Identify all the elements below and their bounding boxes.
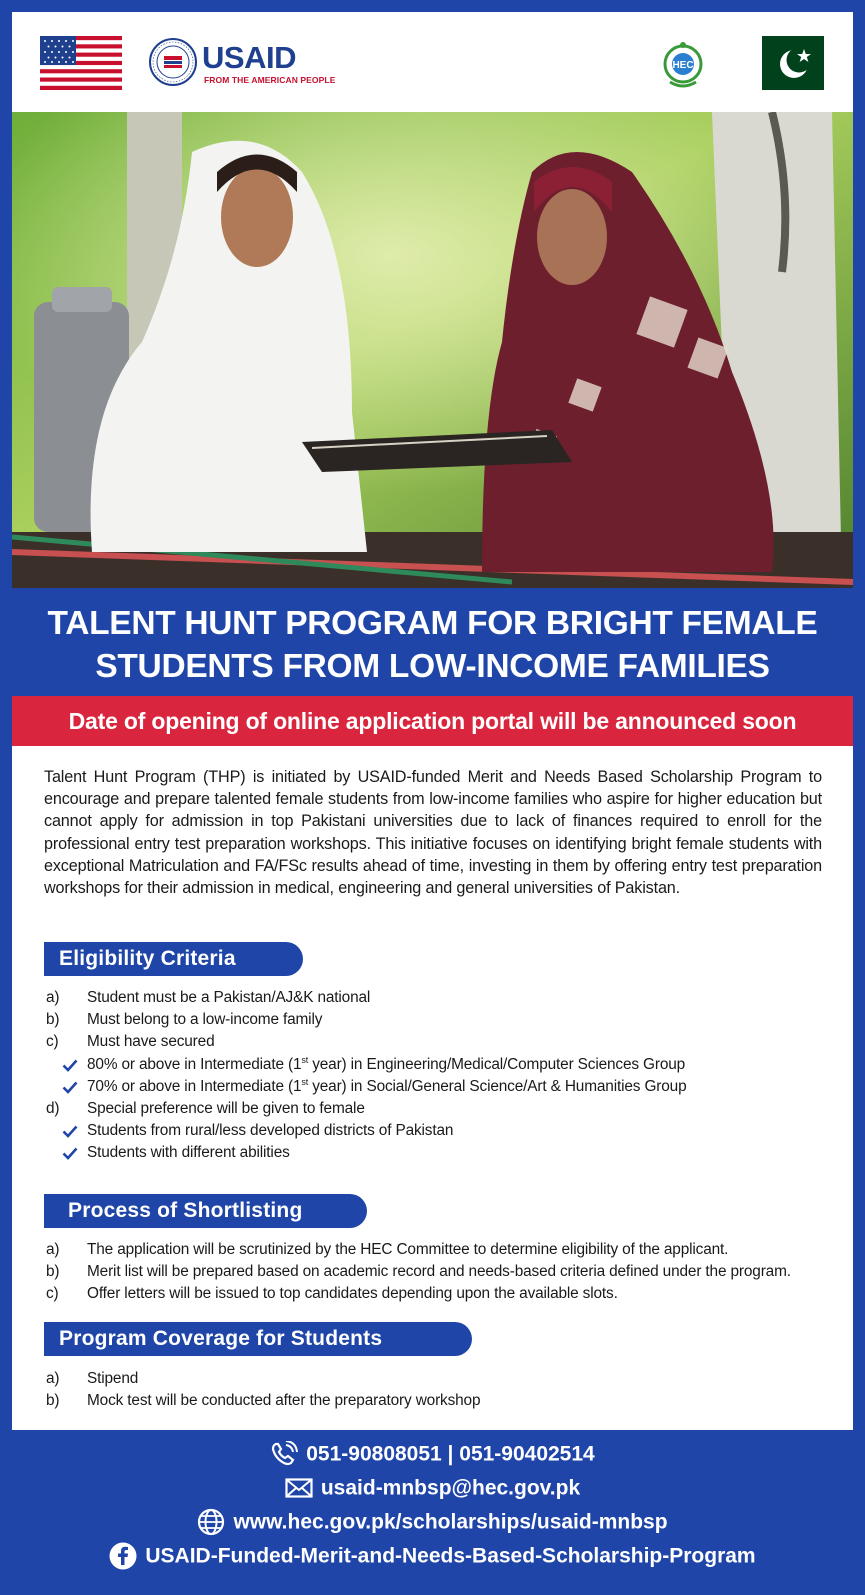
us-flag-logo <box>40 36 122 90</box>
usaid-tagline: FROM THE AMERICAN PEOPLE <box>204 75 336 85</box>
list-text: Stipend <box>87 1370 139 1387</box>
facebook-page: USAID-Funded-Merit-and-Needs-Based-Scholarship-Program <box>145 1544 756 1568</box>
list-text: Students from rural/less developed districts of Pakistan <box>87 1122 454 1140</box>
sub-list-item <box>46 1142 836 1164</box>
contact-footer <box>0 1430 865 1595</box>
list-text: Must belong to a low-income family <box>87 1011 323 1029</box>
eligibility-list <box>46 987 836 1165</box>
page-title <box>12 602 853 688</box>
list-marker: b) <box>46 1263 60 1281</box>
shortlisting-heading: Process of Shortlisting <box>44 1194 367 1228</box>
list-item <box>46 1098 836 1120</box>
sub-list-item <box>46 1054 836 1076</box>
list-marker: a) <box>46 1241 60 1258</box>
intro-paragraph: Talent Hunt Program (THP) is initiated by USAID-funded Merit and Needs Based Scholarship Program to encourage and prepare talented female students from low-income families who aspire for higher education but cannot apply for admission in top Pakistani universities due to lack of finances required to enroll for the professional entry test preparation workshops. This initiative focuses on identifying bright female students with exceptional Matriculation and FA/FSc results ahead of time, investing in them by offering entry test preparation workshops for their admission in medical, engineering and general universities of Pakistan. <box>44 768 822 898</box>
poster-frame <box>12 12 853 1430</box>
hero-photo <box>12 112 853 588</box>
checkmark-icon <box>62 1125 78 1138</box>
announcement-banner: Date of opening of online application portal will be announced soon <box>12 696 853 746</box>
checkmark-icon <box>62 1059 78 1072</box>
checkmark-icon <box>62 1147 78 1160</box>
svg-text:HEC: HEC <box>672 60 694 71</box>
checkmark-icon <box>62 1081 78 1094</box>
list-text: Merit list will be prepared based on academic record and needs-based criteria defined under the program. <box>87 1263 791 1281</box>
list-marker: d) <box>46 1099 60 1117</box>
list-text: Students with different abilities <box>87 1144 290 1162</box>
list-marker: c) <box>46 1033 59 1051</box>
list-item <box>46 1283 836 1305</box>
facebook-line[interactable] <box>0 1542 865 1570</box>
usaid-seal-logo <box>149 38 197 86</box>
title-line-2: STUDENTS FROM LOW-INCOME FAMILIES <box>95 648 770 685</box>
list-text: The application will be scrutinized by the HEC Committee to determine eligibility of the applicant. <box>87 1241 729 1258</box>
coverage-list <box>46 1368 836 1412</box>
list-text: Mock test will be conducted after the preparatory workshop <box>87 1392 481 1410</box>
phone-icon <box>270 1441 298 1467</box>
list-marker: c) <box>46 1285 59 1303</box>
list-item <box>46 1009 836 1031</box>
shortlisting-list <box>46 1239 836 1306</box>
list-item <box>46 1390 836 1412</box>
phone-line[interactable] <box>0 1440 865 1468</box>
list-marker: a) <box>46 989 60 1006</box>
list-item <box>46 987 836 1009</box>
globe-icon <box>197 1508 225 1536</box>
list-text: 80% or above in Intermediate (1st year) in Engineering/Medical/Computer Sciences Group <box>87 1054 686 1073</box>
list-text: Offer letters will be issued to top candidates depending upon the available slots. <box>87 1285 618 1303</box>
list-text: Student must be a Pakistan/AJ&K national <box>87 989 371 1006</box>
website-line[interactable] <box>0 1508 865 1536</box>
list-item <box>46 1239 836 1261</box>
list-item <box>46 1368 836 1390</box>
list-item <box>46 1261 836 1283</box>
hec-logo <box>660 40 706 90</box>
sub-list-item <box>46 1076 836 1098</box>
email-line[interactable] <box>0 1474 865 1502</box>
header <box>12 12 853 112</box>
sub-list-item <box>46 1120 836 1142</box>
list-marker: b) <box>46 1011 60 1029</box>
list-marker: b) <box>46 1392 60 1410</box>
email-icon <box>285 1478 313 1498</box>
title-line-1: TALENT HUNT PROGRAM FOR BRIGHT FEMALE <box>47 605 818 642</box>
website-url: www.hec.gov.pk/scholarships/usaid-mnbsp <box>233 1510 668 1534</box>
list-text: 70% or above in Intermediate (1st year) in Social/General Science/Art & Humanities Group <box>87 1076 687 1095</box>
list-item <box>46 1031 836 1053</box>
list-marker: a) <box>46 1370 60 1387</box>
email-address: usaid-mnbsp@hec.gov.pk <box>320 1476 581 1500</box>
eligibility-heading: Eligibility Criteria <box>44 942 303 976</box>
pakistan-flag-logo <box>742 36 824 90</box>
list-text: Must have secured <box>87 1033 215 1051</box>
coverage-heading: Program Coverage for Students <box>44 1322 472 1356</box>
usaid-wordmark: USAID <box>202 40 296 75</box>
facebook-icon <box>109 1542 137 1570</box>
list-text: Special preference will be given to female <box>87 1099 365 1117</box>
phone-numbers: 051-90808051 | 051-90402514 <box>306 1442 595 1466</box>
title-band <box>12 588 853 696</box>
